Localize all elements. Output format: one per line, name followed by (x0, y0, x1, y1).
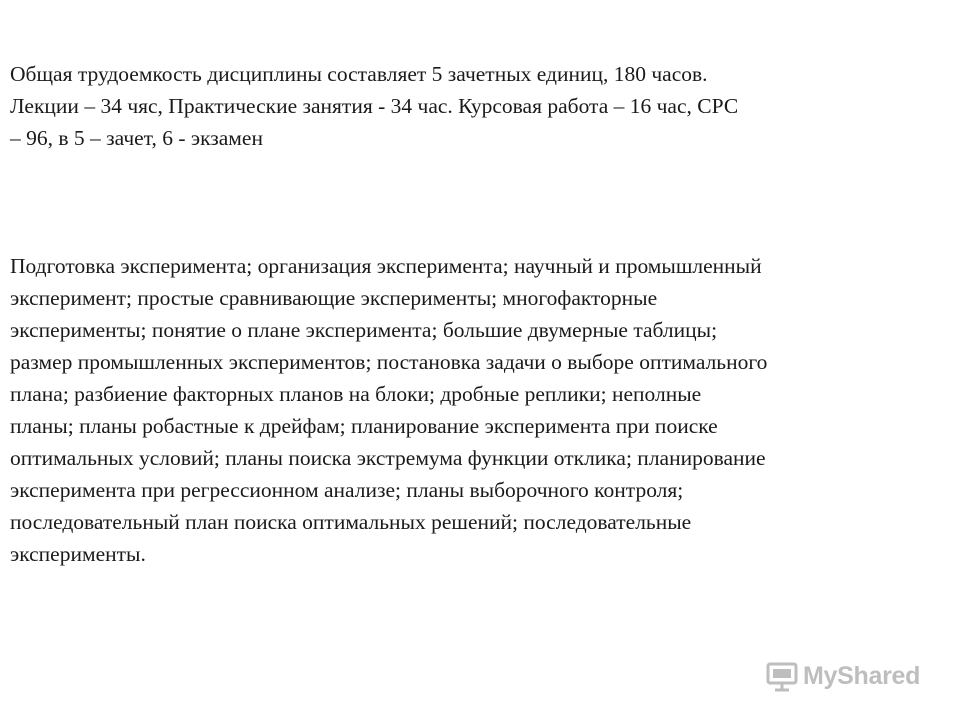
content-line: Подготовка эксперимента; организация эксперимента; научный и промышленный (10, 254, 762, 278)
content-line: оптимальных условий; планы поиска экстремума функции отклика; планирование (10, 446, 766, 470)
content-line: планы; планы робастные к дрейфам; планирование эксперимента при поиске (10, 414, 718, 438)
myshared-watermark (765, 654, 920, 698)
content-line: эксперименты. (10, 542, 146, 566)
content-line: размер промышленных экспериментов; постановка задачи о выборе оптимального (10, 350, 768, 374)
content-line: плана; разбиение факторных планов на блоки; дробные реплики; неполные (10, 382, 702, 406)
presentation-board-icon (765, 659, 799, 693)
content-line: эксперимента при регрессионном анализе; планы выборочного контроля; (10, 478, 684, 502)
watermark-text: MyShared (803, 661, 921, 690)
summary-line: – 96, в 5 – зачет, 6 - экзамен (10, 126, 263, 150)
summary-line: Общая трудоемкость дисциплины составляет 5 зачетных единиц, 180 часов. (10, 62, 708, 86)
content-line: эксперимент; простые сравнивающие эксперименты; многофакторные (10, 286, 658, 310)
course-content (10, 250, 955, 570)
content-line: эксперименты; понятие о плане эксперимента; большие двумерные таблицы; (10, 318, 718, 342)
course-summary (10, 58, 955, 154)
content-line: последовательный план поиска оптимальных решений; последовательные (10, 510, 692, 534)
summary-line: Лекции – 34 чяс, Практические занятия - 34 час. Курсовая работа – 16 час, СРС (10, 94, 739, 118)
